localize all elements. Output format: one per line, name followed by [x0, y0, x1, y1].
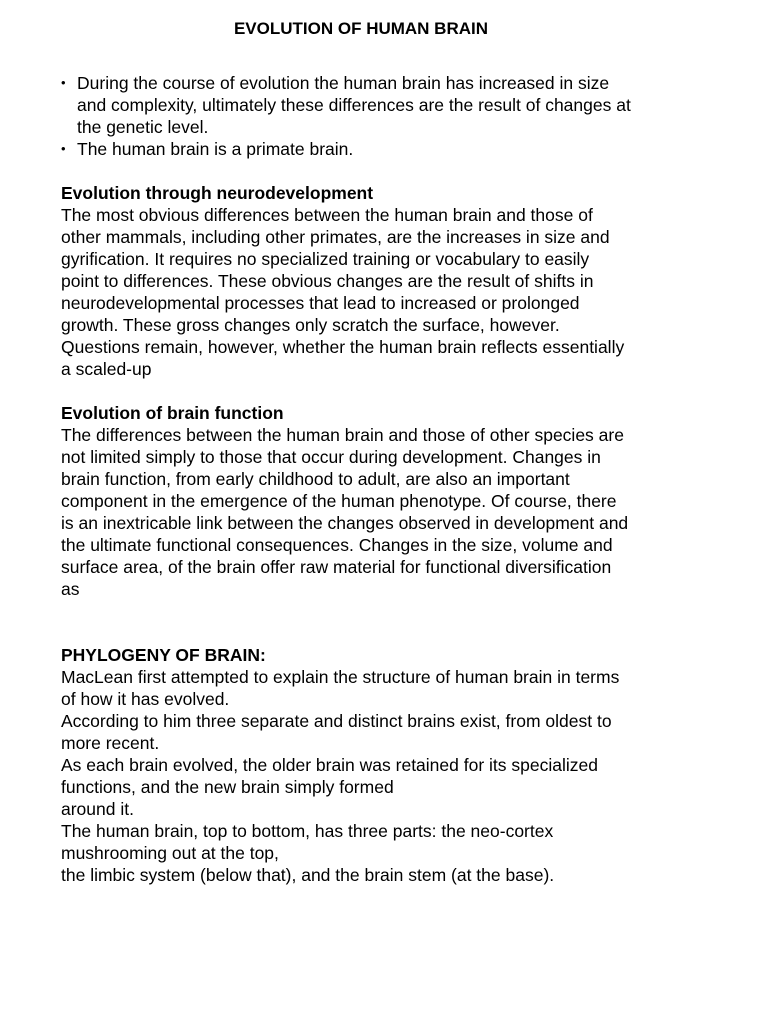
phylogeny-line: MacLean first attempted to explain the structure of human brain in terms of how it has evolved. — [61, 667, 620, 709]
section-text-brain-function: The differences between the human brain and those of other species are not limited simply to those that occur during development. Changes in brain function, from early childhood to adult, are also an important component in the emergence of the human phenotype. Of course, there is an inextricable link between the changes observed in development and the ultimate functional consequences. Changes in the size, volume and surface area, of the brain offer raw material for functional diversification as — [61, 425, 629, 599]
bullet-item — [61, 138, 631, 160]
section-heading-phylogeny: PHYLOGENY OF BRAIN: — [61, 645, 266, 665]
spacer — [61, 160, 631, 182]
bullet-marker: • — [61, 141, 66, 156]
section-heading-brain-function: Evolution of brain function — [61, 403, 284, 423]
phylogeny-line: As each brain evolved, the older brain was retained for its specialized functions, and the new brain simply formed — [61, 755, 598, 797]
phylogeny-line: According to him three separate and distinct brains exist, from oldest to more recent. — [61, 711, 612, 753]
bullet-item — [61, 72, 631, 138]
phylogeny-line: the limbic system (below that), and the brain stem (at the base). — [61, 865, 555, 885]
spacer — [61, 380, 631, 402]
bullet-text: The human brain is a primate brain. — [77, 139, 354, 159]
spacer — [61, 600, 631, 644]
phylogeny-line: around it. — [61, 799, 134, 819]
section-heading-neurodevelopment: Evolution through neurodevelopment — [61, 183, 374, 203]
bullet-text: During the course of evolution the human brain has increased in size and complexity, ultimately these differences are the result of changes at the genetic level. — [77, 73, 631, 137]
section-text-neurodevelopment: The most obvious differences between the human brain and those of other mammals, including other primates, are the increases in size and gyrification. It requires no specialized training or vocabulary to easily point to differences. These obvious changes are the result of shifts in neurodevelopmental processes that lead to increased or prolonged growth. These gross changes only scratch the surface, however. Questions remain, however, whether the human brain reflects essentially a scaled-up — [61, 205, 625, 379]
bullet-marker: • — [61, 75, 66, 90]
document-title: EVOLUTION OF HUMAN BRAIN — [233, 19, 489, 38]
document-body — [61, 72, 631, 886]
phylogeny-line: The human brain, top to bottom, has three parts: the neo-cortex mushrooming out at the top, — [61, 821, 554, 863]
section-text-phylogeny — [61, 666, 631, 886]
intro-bullet-list — [61, 72, 631, 160]
